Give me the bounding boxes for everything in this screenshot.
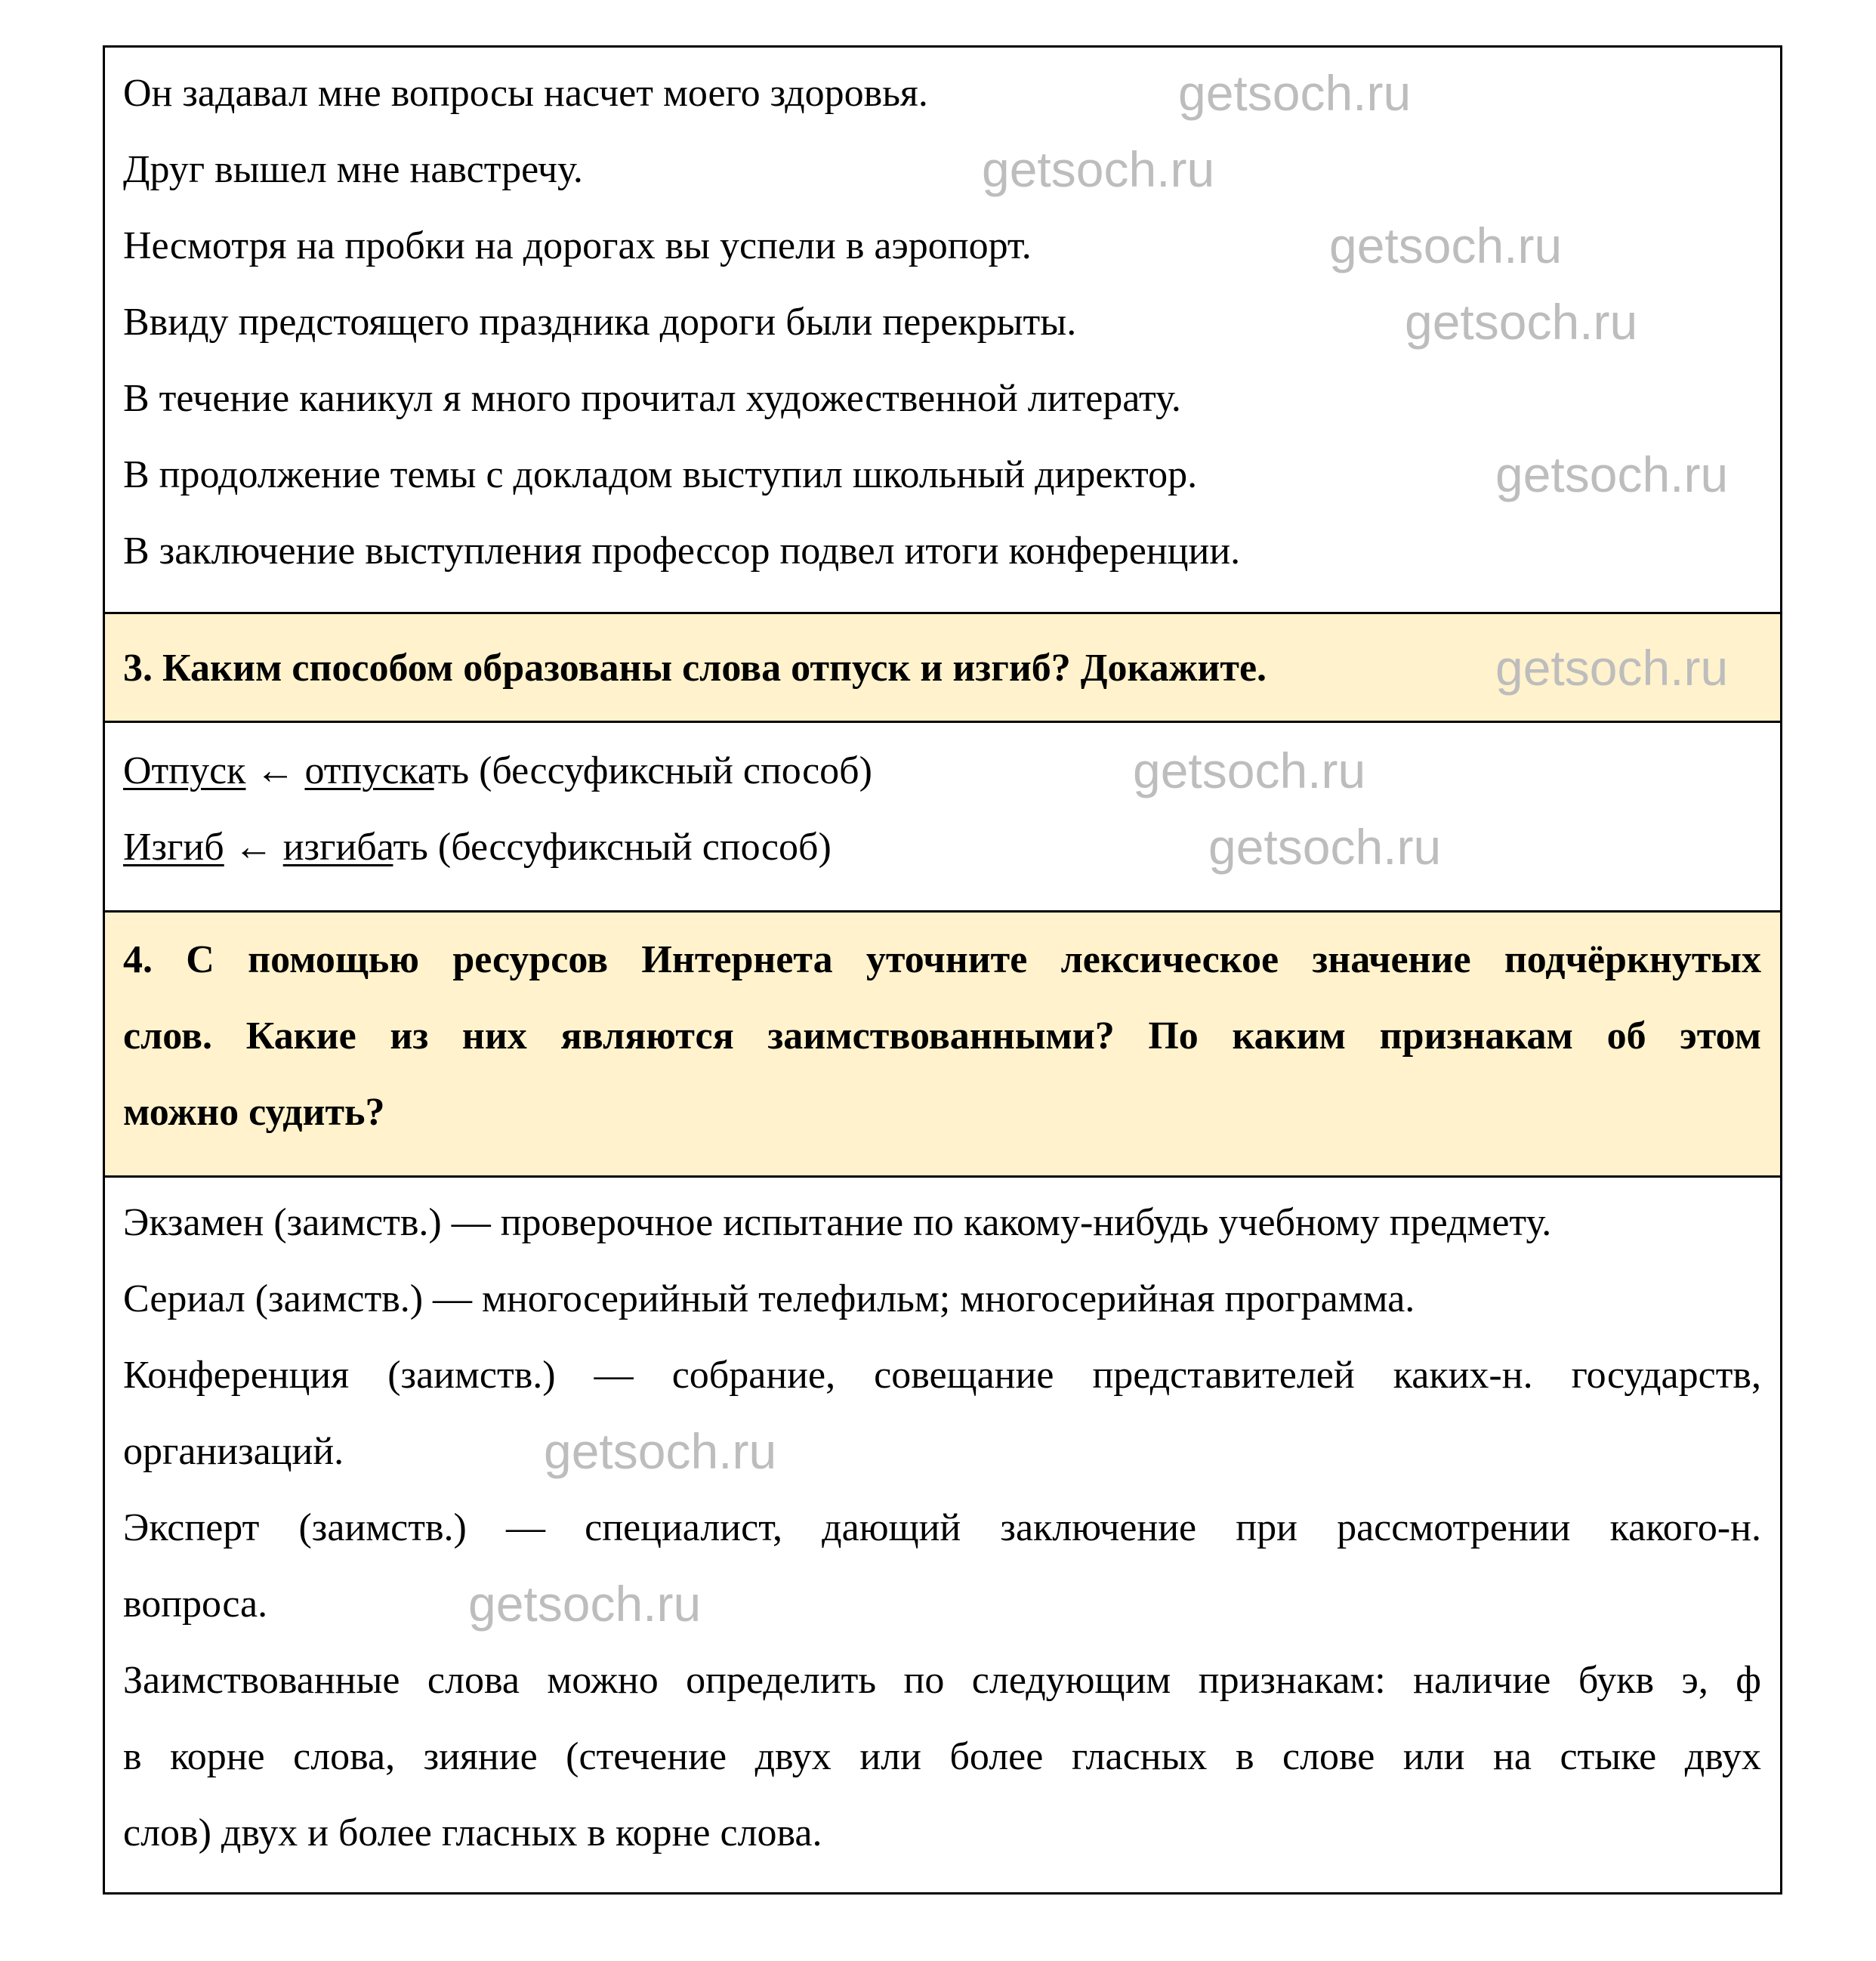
question-4-text: 4. С помощью ресурсов Интернета уточните лексическое значение подчёркнутых [123, 938, 1761, 981]
watermark: getsoch.ru [1208, 819, 1442, 875]
arrow: ← [224, 826, 283, 869]
sentence: Ввиду предстоящего праздника дороги были перекрыты. [123, 301, 1077, 344]
sentence: В продолжение темы с докладом выступил школьный директор. [123, 453, 1198, 496]
answer-line: Конференция (заимств.) — собрание, совещание представителей каких-н. государств, [123, 1354, 1761, 1397]
watermark: getsoch.ru [468, 1576, 702, 1632]
answer-line: Эксперт (заимств.) — специалист, дающий заключение при рассмотрении какого-н. [123, 1506, 1761, 1549]
derived-word: Изгиб [123, 826, 224, 869]
watermark: getsoch.ru [1178, 65, 1412, 121]
answer-line: Экзамен (заимств.) — проверочное испытание по какому-нибудь учебному предмету. [123, 1201, 1552, 1244]
source-word-ending: ть [393, 826, 428, 869]
question-4-header [105, 913, 1780, 1178]
derived-word: Отпуск [123, 749, 246, 792]
answer-line: организаций. [123, 1430, 344, 1473]
source-word-stem: изгиба [282, 826, 393, 869]
watermark: getsoch.ru [1329, 218, 1563, 273]
sentence: В заключение выступления профессор подвел итоги конференции. [123, 530, 1241, 573]
sentence: В течение каникул я много прочитал художественной литерату. [123, 377, 1181, 420]
question-4-text: можно судить? [123, 1091, 385, 1134]
watermark: getsoch.ru [982, 141, 1215, 197]
watermark: getsoch.ru [1133, 743, 1366, 798]
exercise-table [103, 45, 1782, 1895]
arrow: ← [245, 749, 305, 792]
answer-line: Заимствованные слова можно определить по следующим признакам: наличие букв э, ф [123, 1659, 1761, 1702]
method-note: (бессуфиксный способ) [427, 826, 832, 869]
sentence: Друг вышел мне навстречу. [123, 148, 583, 191]
sentence: Несмотря на пробки на дорогах вы успели в аэропорт. [123, 224, 1032, 267]
question-4-text: слов. Какие из них являются заимствованными? По каким признакам об этом [123, 1014, 1761, 1058]
source-word-stem: отпуска [304, 749, 434, 792]
answer-3-row [105, 723, 1780, 913]
watermark: getsoch.ru [1495, 640, 1729, 696]
derivation-line [123, 733, 1761, 809]
answer-line: Сериал (заимств.) — многосерийный телефильм; многосерийная программа. [123, 1277, 1415, 1320]
answer-line: вопроса. [123, 1583, 268, 1626]
watermark: getsoch.ru [544, 1423, 777, 1479]
question-3-text: 3. Каким способом образованы слова отпуск и изгиб? Докажите. [123, 647, 1267, 690]
sentence: Он задавал мне вопросы насчет моего здоровья. [123, 72, 928, 115]
answer-4-row [105, 1178, 1780, 1892]
watermark: getsoch.ru [1495, 446, 1729, 502]
answer-line: в корне слова, зияние (стечение двух или более гласных в слове или на стыке двух [123, 1735, 1761, 1778]
source-word-ending: ть [434, 749, 470, 792]
method-note: (бессуфиксный способ) [469, 749, 872, 792]
derivation-line [123, 809, 1761, 885]
question-3-header [105, 614, 1780, 723]
answer-line: слов) двух и более гласных в корне слова. [123, 1811, 822, 1854]
watermark: getsoch.ru [1405, 294, 1638, 350]
sentences-row [105, 48, 1780, 614]
